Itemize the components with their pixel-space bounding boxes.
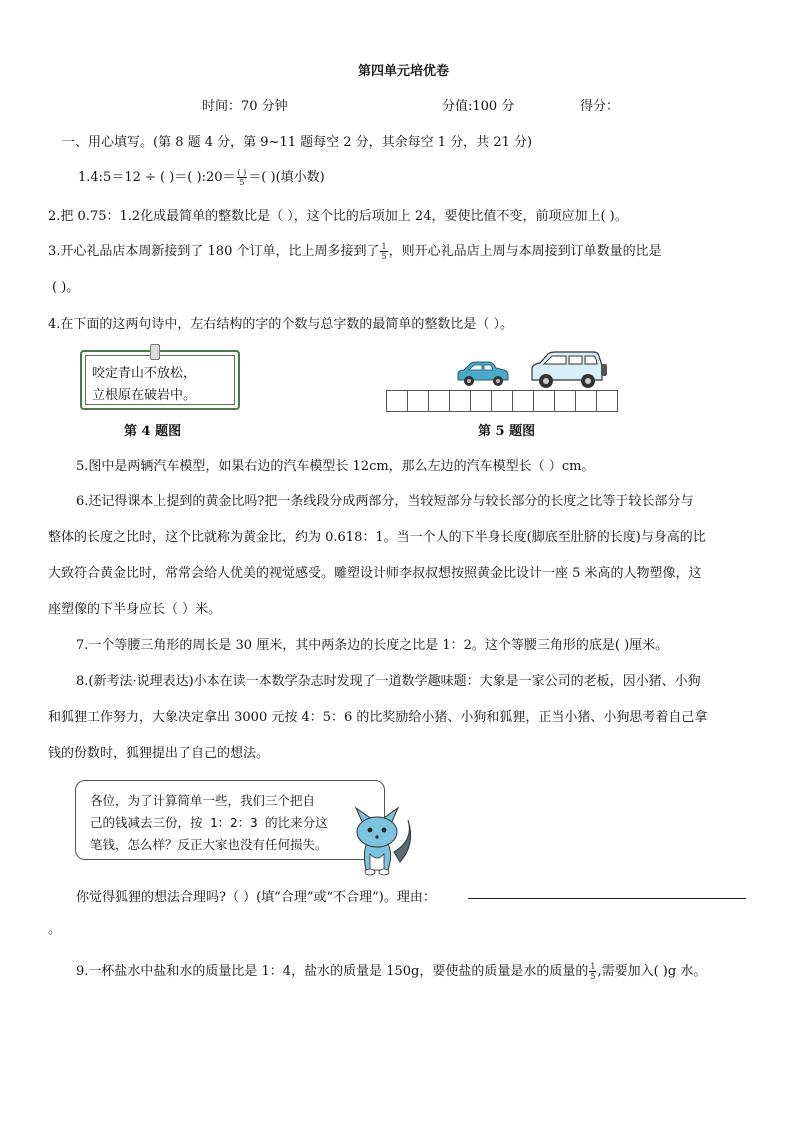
fox-speech-bubble <box>75 780 385 860</box>
figure-5-caption: 第 5 题图 <box>478 424 536 439</box>
q1-part-a: 1.4:5＝12 ÷ ( )＝( ):20＝ <box>78 170 236 185</box>
grid-cell <box>575 390 597 412</box>
question-3-line2: ( )。 <box>52 280 80 295</box>
grid-cell <box>386 390 408 412</box>
grid-cell <box>407 390 429 412</box>
question-8-line-2: 和狐狸工作努力，大象决定拿出 3000 元按 4：5：6 的比奖励给小猪、小狗和狐狸，正当小猪、小狗思考着自己拿 <box>48 710 708 725</box>
question-8-answer: 你觉得狐狸的想法合理吗?（ ）(填“合理”或“不合理”)。理由： <box>76 890 436 905</box>
question-6-line-2: 整体的长度之比时，这个比就称为黄金比，约为 0.618：1。当一个人的下半身长度(脚底至肚脐的长度)与身高的比 <box>48 530 706 545</box>
q1-fraction <box>237 168 248 187</box>
q3-fraction <box>380 242 387 261</box>
question-5: 5.图中是两辆汽车模型，如果右边的汽车模型长 12cm，那么左边的汽车模型长（ ）cm。 <box>76 459 595 474</box>
grid-cell <box>428 390 450 412</box>
q1-frac-num: ( ) <box>237 168 247 177</box>
score-get-label: 得分： <box>580 99 620 114</box>
question-8-end-dot: 。 <box>48 922 62 937</box>
grid-cell <box>512 390 534 412</box>
q9-part-b: ,需要加入( )g 水。 <box>597 964 707 979</box>
q9-frac-den: 5 <box>590 972 596 981</box>
fox-icon <box>348 800 418 878</box>
q3-frac-den: 5 <box>381 252 387 261</box>
question-6-line-4: 座塑像的下半身应长（ ）米。 <box>48 602 222 617</box>
question-2: 2.把 0.75：1.2化成最简单的整数比是（ ），这个比的后项加上 24，要使比值不变，前项应加上( )。 <box>48 209 628 224</box>
question-6-line-1: 6.还记得课本上提到的黄金比吗?把一条线段分成两部分，当较短部分与较长部分的长度之比等于较长部分与 <box>76 494 694 509</box>
grid-cell <box>491 390 513 412</box>
grid-cell <box>533 390 555 412</box>
time-label: 时间：70 分钟 <box>202 99 288 114</box>
q9-part-a: 9.一杯盐水中盐和水的质量比是 1：4，盐水的质量是 150g，要使盐的质量是水的质量的 <box>76 964 589 979</box>
grid-cell <box>449 390 471 412</box>
poem-line-2: 立根原在破岩中。 <box>92 388 197 403</box>
small-car-icon <box>455 358 510 390</box>
question-8-line-3: 钱的份数时，狐狸提出了自己的想法。 <box>48 746 270 761</box>
grid-cell <box>470 390 492 412</box>
question-1 <box>78 166 325 187</box>
page-title: 第四单元培优卷 <box>358 64 450 79</box>
question-9 <box>76 960 706 981</box>
large-car-icon <box>528 350 608 390</box>
speech-line-2: 己的钱减去三份，按 1：2：3 的比来分这 <box>90 815 328 830</box>
q9-fraction <box>589 962 596 981</box>
grid-cell <box>596 390 618 412</box>
poem-line-1: 咬定青山不放松， <box>92 366 197 381</box>
question-8-line-1: 8.(新考法·说理表达)小本在读一本数学杂志时发现了一道数学趣味题：大象是一家公司的老板，因小猪、小狗 <box>76 674 701 689</box>
q9-frac-num: 1 <box>590 962 596 971</box>
q3-line1-b: ，则开心礼品店上周与本周接到订单数量的比是 <box>388 244 662 259</box>
score-value-label: 分值:100 分 <box>442 99 515 114</box>
q3-line1-a: 3.开心礼品店本周新接到了 180 个订单，比上周多接到了 <box>48 244 380 259</box>
question-7: 7.一个等腰三角形的周长是 30 厘米，其中两条边的长度之比是 1：2。这个等腰三角形的底是( )厘米。 <box>76 638 669 653</box>
section-heading: 一、用心填写。(第 8 题 4 分，第 9~11 题每空 2 分，其余每空 1 分，共 21 分) <box>62 135 533 150</box>
q1-frac-den: 5 <box>239 178 245 187</box>
question-3 <box>48 240 662 261</box>
poem-frame <box>80 350 240 410</box>
question-6-line-3: 大致符合黄金比时，常常会给人优美的视觉感受。雕塑设计师李叔叔想按照黄金比设计一座 5 米高的人物塑像，这 <box>48 566 702 581</box>
grid-cell <box>554 390 576 412</box>
reason-answer-line[interactable] <box>468 898 746 899</box>
q1-part-b: ＝( )(填小数) <box>248 170 325 185</box>
figure-4-caption: 第 4 题图 <box>124 424 182 439</box>
clip-icon <box>150 344 160 360</box>
speech-line-1: 各位，为了计算简单一些，我们三个把自 <box>90 793 316 808</box>
question-4: 4.在下面的这两句诗中，左右结构的字的个数与总字数的最简单的整数比是（ ）。 <box>48 317 514 332</box>
speech-line-3: 笔钱，怎么样？反正大家也没有任何损失。 <box>90 837 328 852</box>
q3-frac-num: 1 <box>381 242 387 251</box>
